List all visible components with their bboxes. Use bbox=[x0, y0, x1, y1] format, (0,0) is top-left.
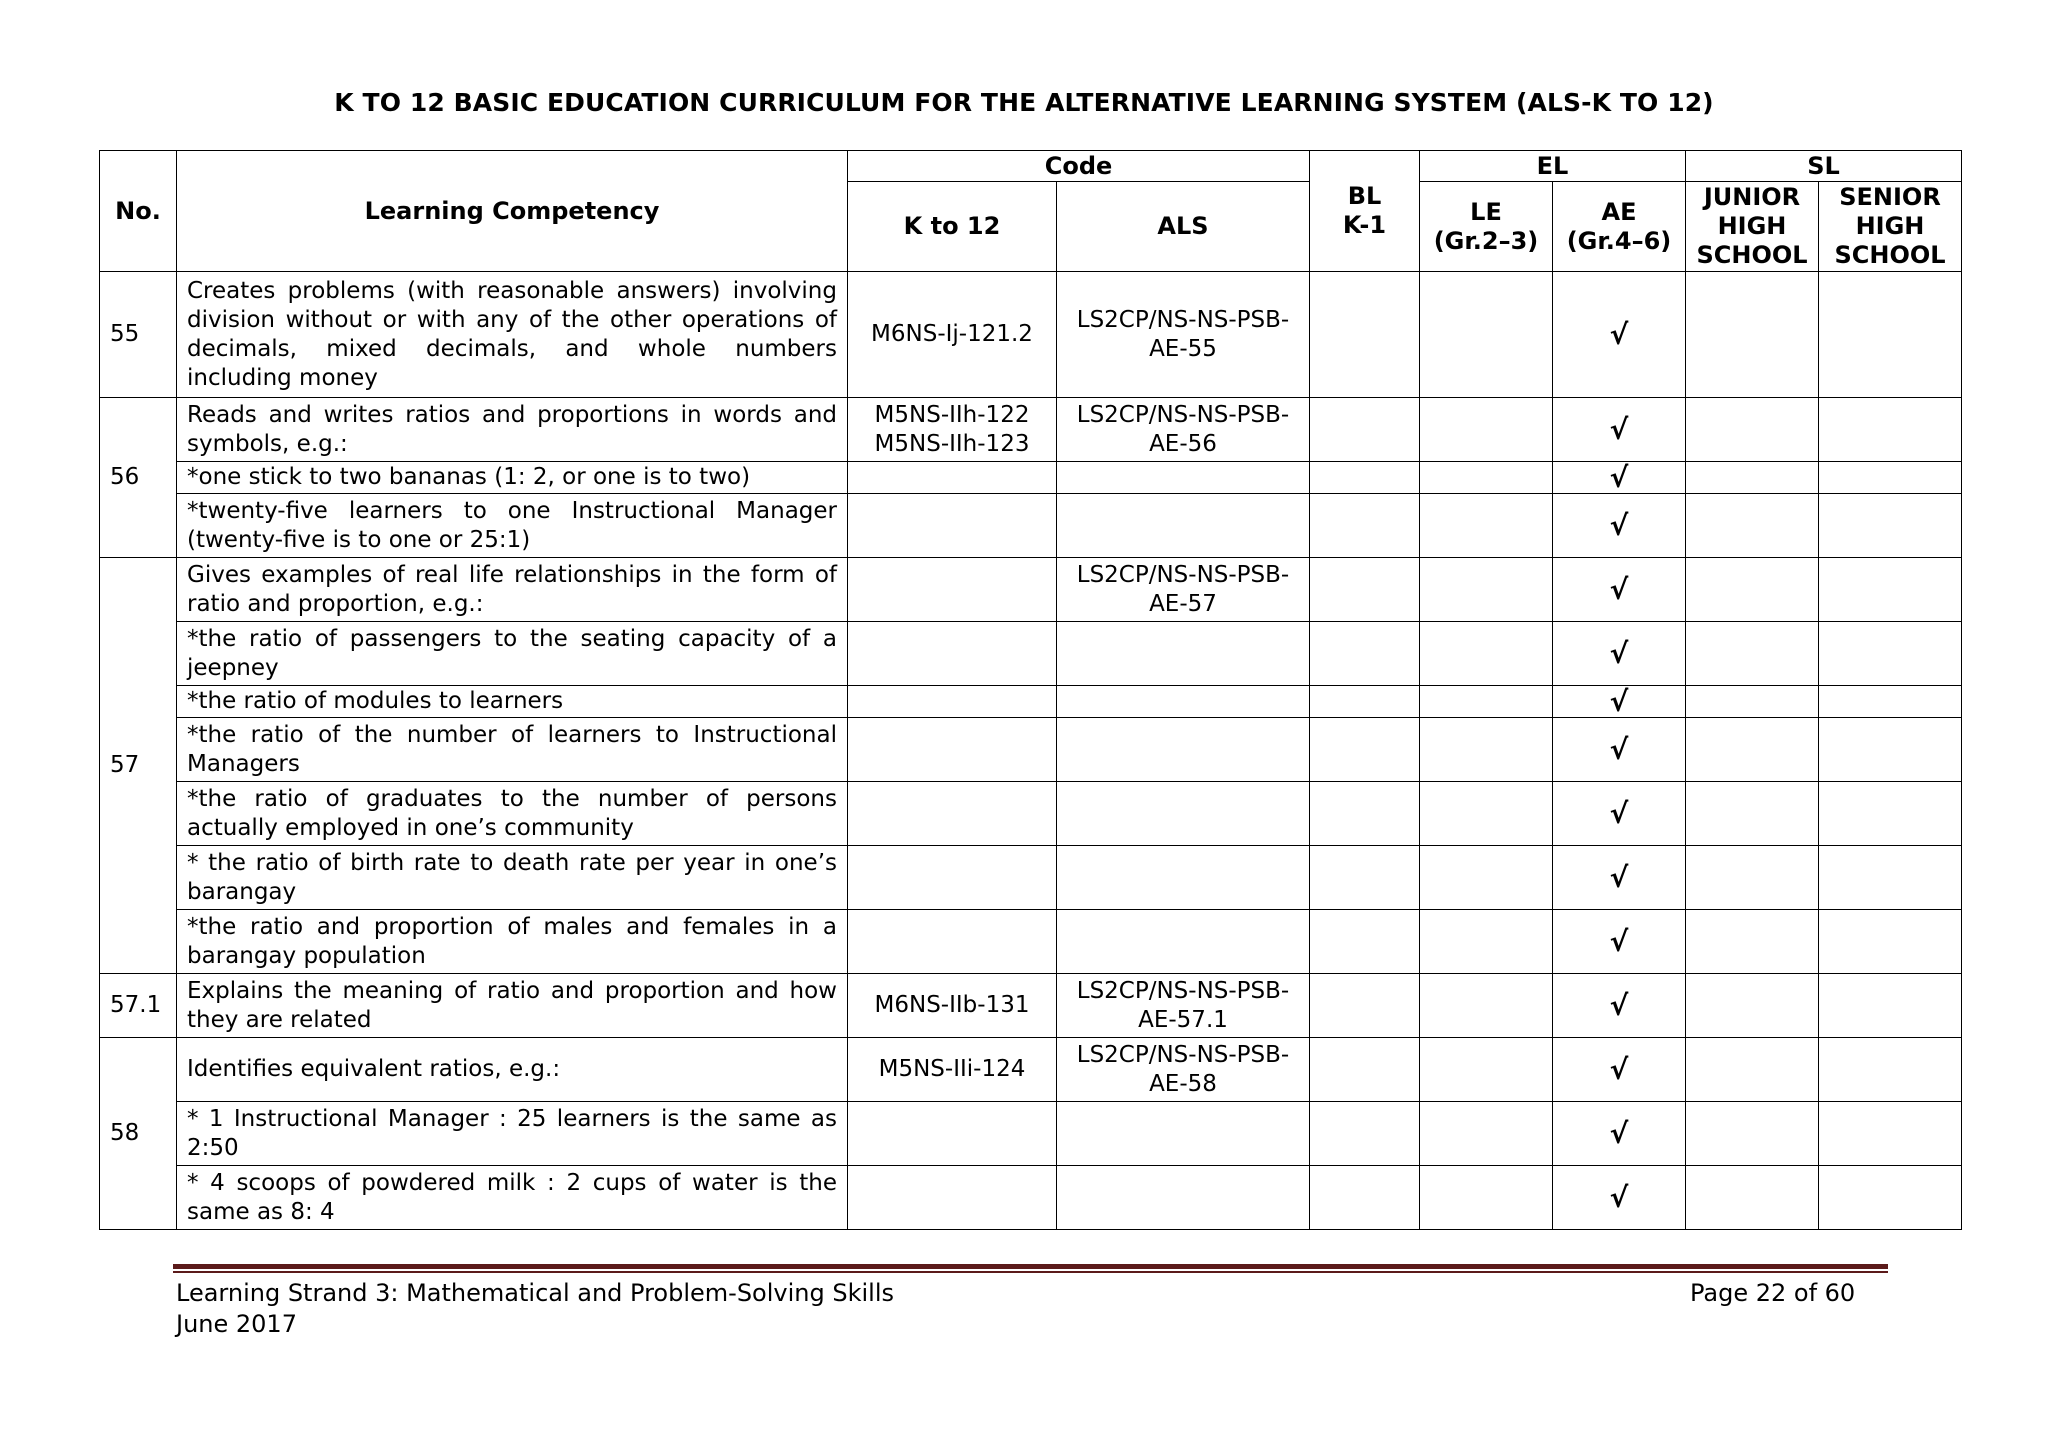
ae-check-mark: √ bbox=[1553, 494, 1686, 558]
header-bl: BL K-1 bbox=[1310, 151, 1420, 272]
shs-cell bbox=[1819, 1166, 1962, 1230]
table-row bbox=[100, 272, 1962, 398]
table-row bbox=[100, 462, 1962, 494]
competency-cell: *the ratio of modules to learners bbox=[177, 686, 848, 718]
le-cell bbox=[1420, 846, 1553, 910]
als-code-cell: LS2CP/NS-NS-PSB- AE-57.1 bbox=[1057, 974, 1310, 1038]
k12-code-cell bbox=[848, 558, 1057, 622]
k12-code-cell: M6NS-IIb-131 bbox=[848, 974, 1057, 1038]
curriculum-table bbox=[99, 150, 1962, 1230]
k12-code-cell bbox=[848, 718, 1057, 782]
ae-check-mark: √ bbox=[1553, 910, 1686, 974]
k12-code-cell bbox=[848, 782, 1057, 846]
jhs-cell bbox=[1686, 558, 1819, 622]
ae-check-mark: √ bbox=[1553, 398, 1686, 462]
bl-cell bbox=[1310, 782, 1420, 846]
als-code-cell bbox=[1057, 1166, 1310, 1230]
als-code-cell bbox=[1057, 910, 1310, 974]
competency-cell: *the ratio of passengers to the seating capacity of a jeepney bbox=[177, 622, 848, 686]
ae-check-mark: √ bbox=[1553, 782, 1686, 846]
table-row bbox=[100, 558, 1962, 622]
als-code-cell: LS2CP/NS-NS-PSB- AE-57 bbox=[1057, 558, 1310, 622]
header-k-to-12: K to 12 bbox=[848, 182, 1057, 272]
ae-check-mark: √ bbox=[1553, 974, 1686, 1038]
jhs-cell bbox=[1686, 272, 1819, 398]
row-number: 55 bbox=[100, 272, 177, 398]
ae-check-mark: √ bbox=[1553, 718, 1686, 782]
als-code-cell bbox=[1057, 1102, 1310, 1166]
jhs-cell bbox=[1686, 718, 1819, 782]
table-row bbox=[100, 494, 1962, 558]
bl-cell bbox=[1310, 1102, 1420, 1166]
k12-code-cell bbox=[848, 846, 1057, 910]
header-el: EL bbox=[1420, 151, 1686, 182]
shs-cell bbox=[1819, 782, 1962, 846]
bl-cell bbox=[1310, 398, 1420, 462]
k12-code-cell bbox=[848, 1102, 1057, 1166]
table-row bbox=[100, 782, 1962, 846]
bl-cell bbox=[1310, 718, 1420, 782]
table-row bbox=[100, 974, 1962, 1038]
row-number: 56 bbox=[100, 398, 177, 558]
ae-check-mark: √ bbox=[1553, 558, 1686, 622]
ae-check-mark: √ bbox=[1553, 686, 1686, 718]
le-cell bbox=[1420, 494, 1553, 558]
bl-cell bbox=[1310, 846, 1420, 910]
bl-cell bbox=[1310, 910, 1420, 974]
jhs-cell bbox=[1686, 462, 1819, 494]
ae-check-mark: √ bbox=[1553, 1102, 1686, 1166]
als-code-cell: LS2CP/NS-NS-PSB- AE-56 bbox=[1057, 398, 1310, 462]
shs-cell bbox=[1819, 622, 1962, 686]
als-code-cell bbox=[1057, 622, 1310, 686]
jhs-cell bbox=[1686, 846, 1819, 910]
k12-code-cell bbox=[848, 686, 1057, 718]
k12-code-cell: M5NS-IIh-122 M5NS-IIh-123 bbox=[848, 398, 1057, 462]
ae-check-mark: √ bbox=[1553, 462, 1686, 494]
competency-cell: * 4 scoops of powdered milk : 2 cups of water is the same as 8: 4 bbox=[177, 1166, 848, 1230]
ae-check-mark: √ bbox=[1553, 1038, 1686, 1102]
als-code-cell bbox=[1057, 494, 1310, 558]
bl-cell bbox=[1310, 272, 1420, 398]
header-sl: SL bbox=[1686, 151, 1962, 182]
table-row bbox=[100, 1038, 1962, 1102]
footer-date: June 2017 bbox=[176, 1310, 297, 1338]
k12-code-cell: M5NS-IIi-124 bbox=[848, 1038, 1057, 1102]
k12-code-cell: M6NS-Ij-121.2 bbox=[848, 272, 1057, 398]
row-number: 58 bbox=[100, 1038, 177, 1230]
ae-check-mark: √ bbox=[1553, 622, 1686, 686]
footer-divider-thin bbox=[173, 1271, 1888, 1273]
shs-cell bbox=[1819, 398, 1962, 462]
jhs-cell bbox=[1686, 1038, 1819, 1102]
bl-cell bbox=[1310, 1166, 1420, 1230]
table-row bbox=[100, 846, 1962, 910]
page-title: K TO 12 BASIC EDUCATION CURRICULUM FOR THE ALTERNATIVE LEARNING SYSTEM (ALS-K TO 12) bbox=[334, 88, 1714, 117]
shs-cell bbox=[1819, 686, 1962, 718]
bl-cell bbox=[1310, 974, 1420, 1038]
jhs-cell bbox=[1686, 622, 1819, 686]
competency-cell: * 1 Instructional Manager : 25 learners is the same as 2:50 bbox=[177, 1102, 848, 1166]
bl-cell bbox=[1310, 1038, 1420, 1102]
shs-cell bbox=[1819, 558, 1962, 622]
competency-cell: * the ratio of birth rate to death rate per year in one’s barangay bbox=[177, 846, 848, 910]
header-ae: AE (Gr.4–6) bbox=[1553, 182, 1686, 272]
k12-code-cell bbox=[848, 494, 1057, 558]
competency-cell: *the ratio of graduates to the number of persons actually employed in one’s community bbox=[177, 782, 848, 846]
als-code-cell: LS2CP/NS-NS-PSB- AE-58 bbox=[1057, 1038, 1310, 1102]
ae-check-mark: √ bbox=[1553, 1166, 1686, 1230]
bl-cell bbox=[1310, 558, 1420, 622]
jhs-cell bbox=[1686, 910, 1819, 974]
shs-cell bbox=[1819, 846, 1962, 910]
als-code-cell bbox=[1057, 462, 1310, 494]
shs-cell bbox=[1819, 272, 1962, 398]
header-no: No. bbox=[100, 151, 177, 272]
le-cell bbox=[1420, 910, 1553, 974]
bl-cell bbox=[1310, 462, 1420, 494]
shs-cell bbox=[1819, 494, 1962, 558]
header-learning-competency: Learning Competency bbox=[177, 151, 848, 272]
header-senior-high-school: SENIOR HIGH SCHOOL bbox=[1819, 182, 1962, 272]
bl-cell bbox=[1310, 686, 1420, 718]
le-cell bbox=[1420, 1038, 1553, 1102]
shs-cell bbox=[1819, 974, 1962, 1038]
row-number: 57.1 bbox=[100, 974, 177, 1038]
table-row bbox=[100, 718, 1962, 782]
k12-code-cell bbox=[848, 910, 1057, 974]
le-cell bbox=[1420, 974, 1553, 1038]
shs-cell bbox=[1819, 910, 1962, 974]
le-cell bbox=[1420, 1166, 1553, 1230]
competency-cell: *one stick to two bananas (1: 2, or one is to two) bbox=[177, 462, 848, 494]
table-row bbox=[100, 398, 1962, 462]
le-cell bbox=[1420, 1102, 1553, 1166]
shs-cell bbox=[1819, 718, 1962, 782]
als-code-cell bbox=[1057, 718, 1310, 782]
als-code-cell bbox=[1057, 846, 1310, 910]
k12-code-cell bbox=[848, 622, 1057, 686]
jhs-cell bbox=[1686, 686, 1819, 718]
competency-cell: Creates problems (with reasonable answers) involving division without or with any of the other operations of decimals, mixed decimals, and whole numbers including money bbox=[177, 272, 848, 398]
shs-cell bbox=[1819, 1038, 1962, 1102]
shs-cell bbox=[1819, 462, 1962, 494]
competency-cell: *the ratio of the number of learners to Instructional Managers bbox=[177, 718, 848, 782]
shs-cell bbox=[1819, 1102, 1962, 1166]
footer-left bbox=[176, 1278, 894, 1340]
competency-cell: *twenty-five learners to one Instructional Manager (twenty-five is to one or 25:1) bbox=[177, 494, 848, 558]
ae-check-mark: √ bbox=[1553, 846, 1686, 910]
table-row bbox=[100, 1102, 1962, 1166]
footer-page-number: Page 22 of 60 bbox=[1690, 1279, 1856, 1307]
table-row bbox=[100, 622, 1962, 686]
le-cell bbox=[1420, 558, 1553, 622]
k12-code-cell bbox=[848, 1166, 1057, 1230]
le-cell bbox=[1420, 398, 1553, 462]
competency-cell: Explains the meaning of ratio and proportion and how they are related bbox=[177, 974, 848, 1038]
header-le: LE (Gr.2–3) bbox=[1420, 182, 1553, 272]
jhs-cell bbox=[1686, 782, 1819, 846]
jhs-cell bbox=[1686, 1166, 1819, 1230]
jhs-cell bbox=[1686, 398, 1819, 462]
le-cell bbox=[1420, 686, 1553, 718]
competency-cell: Reads and writes ratios and proportions in words and symbols, e.g.: bbox=[177, 398, 848, 462]
header-code: Code bbox=[848, 151, 1310, 182]
als-code-cell: LS2CP/NS-NS-PSB- AE-55 bbox=[1057, 272, 1310, 398]
row-number: 57 bbox=[100, 558, 177, 974]
jhs-cell bbox=[1686, 974, 1819, 1038]
k12-code-cell bbox=[848, 462, 1057, 494]
competency-cell: *the ratio and proportion of males and females in a barangay population bbox=[177, 910, 848, 974]
footer-learning-strand: Learning Strand 3: Mathematical and Problem-Solving Skills bbox=[176, 1279, 894, 1307]
table-row bbox=[100, 910, 1962, 974]
header-als: ALS bbox=[1057, 182, 1310, 272]
le-cell bbox=[1420, 718, 1553, 782]
ae-check-mark: √ bbox=[1553, 272, 1686, 398]
als-code-cell bbox=[1057, 782, 1310, 846]
le-cell bbox=[1420, 622, 1553, 686]
jhs-cell bbox=[1686, 494, 1819, 558]
le-cell bbox=[1420, 782, 1553, 846]
le-cell bbox=[1420, 272, 1553, 398]
competency-cell: Identifies equivalent ratios, e.g.: bbox=[177, 1038, 848, 1102]
bl-cell bbox=[1310, 622, 1420, 686]
le-cell bbox=[1420, 462, 1553, 494]
jhs-cell bbox=[1686, 1102, 1819, 1166]
competency-cell: Gives examples of real life relationships in the form of ratio and proportion, e.g.: bbox=[177, 558, 848, 622]
header-junior-high-school: JUNIOR HIGH SCHOOL bbox=[1686, 182, 1819, 272]
als-code-cell bbox=[1057, 686, 1310, 718]
footer-divider bbox=[173, 1264, 1888, 1269]
table-row bbox=[100, 1166, 1962, 1230]
table-row bbox=[100, 686, 1962, 718]
bl-cell bbox=[1310, 494, 1420, 558]
